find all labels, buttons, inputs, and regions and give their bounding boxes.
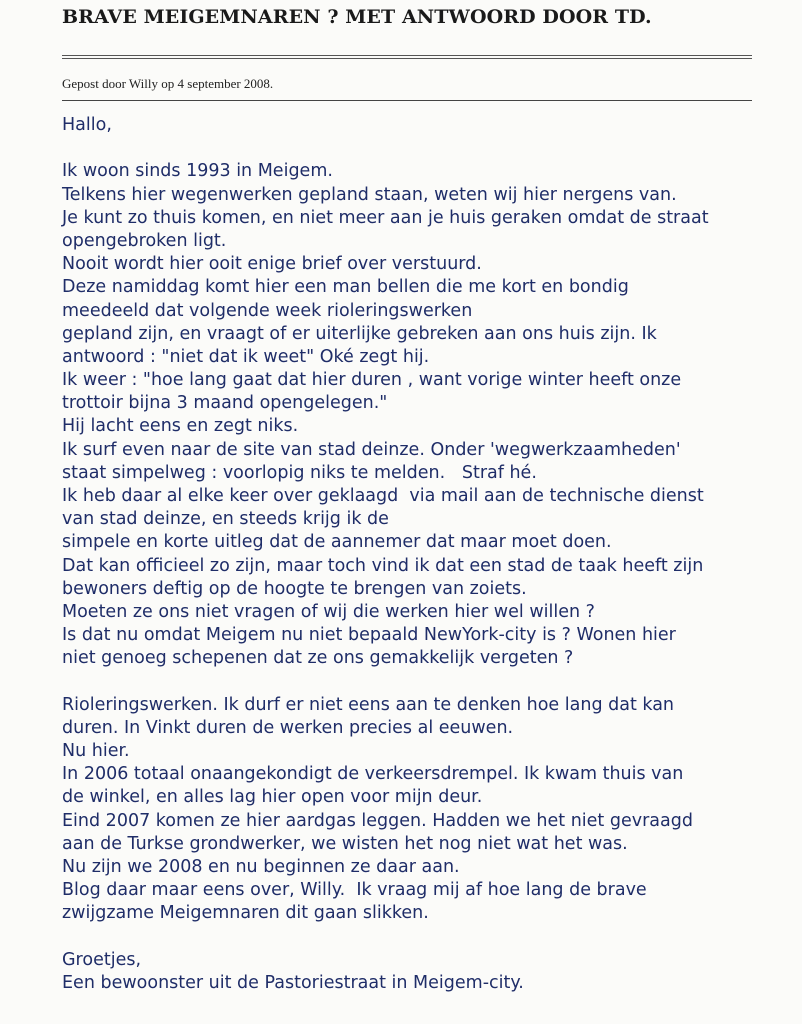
letter-line: Hallo, xyxy=(62,115,112,135)
letter-line: Nu hier. xyxy=(62,741,130,762)
letter-line: Blog daar maar eens over, Willy. Ik vraag mij af hoe lang de brave xyxy=(62,880,647,901)
letter-line: Rioleringswerken. Ik durf er niet eens aan te denken hoe lang dat kan xyxy=(62,694,675,715)
letter-line: staat simpelweg : voorlopig niks te melden. Straf hé. xyxy=(62,462,537,483)
letter-line: simpele en korte uitleg dat de aannemer dat maar moet doen. xyxy=(62,532,612,553)
letter-line: gepland zijn, en vraagt of er uiterlijke gebreken aan ons huis zijn. Ik xyxy=(62,323,657,344)
letter-line: antwoord : "niet dat ik weet" Oké zegt hij. xyxy=(62,346,430,367)
blank-line xyxy=(62,926,792,949)
letter-line: trottoir bijna 3 maand opengelegen." xyxy=(62,393,388,414)
letter-line: Ik woon sinds 1993 in Meigem. xyxy=(62,161,333,182)
letter-line: niet genoeg schepenen dat ze ons gemakkelijk vergeten ? xyxy=(62,648,574,669)
letter-line: Hij lacht eens en zegt niks. xyxy=(62,416,299,437)
letter-line: Moeten ze ons niet vragen of wij die werken hier wel willen ? xyxy=(62,601,595,622)
blank-line xyxy=(62,137,792,160)
letter-line: Eind 2007 komen ze hier aardgas leggen. Hadden we het niet gevraagd xyxy=(62,810,693,831)
letter-line: aan de Turkse grondwerker, we wisten het nog niet wat het was. xyxy=(62,833,628,854)
letter-line: Een bewoonster uit de Pastoriestraat in Meigem-city. xyxy=(62,972,524,993)
letter-line: Telkens hier wegenwerken gepland staan, weten wij hier nergens van. xyxy=(62,184,677,205)
letter-line: bewoners deftig op de hoogte te brengen van zoiets. xyxy=(62,578,527,599)
letter-line: In 2006 totaal onaangekondigt de verkeersdrempel. Ik kwam thuis van xyxy=(62,764,684,785)
letter-line: de winkel, en alles lag hier open voor mijn deur. xyxy=(62,787,483,808)
letter-line: Ik surf even naar de site van stad deinze. Onder 'wegwerkzaamheden' xyxy=(62,439,681,460)
letter-body xyxy=(62,114,792,995)
post-byline: Gepost door Willy op 4 september 2008. xyxy=(62,76,274,91)
letter-line: van stad deinze, en steeds krijg ik de xyxy=(62,509,389,530)
header-double-divider xyxy=(62,55,752,59)
letter-line: Ik heb daar al elke keer over geklaagd via mail aan de technische dienst xyxy=(62,486,704,506)
letter-line: Ik weer : "hoe lang gaat dat hier duren , want vorige winter heeft onze xyxy=(62,370,682,391)
letter-line: Groetjes, xyxy=(62,949,142,970)
letter-line: duren. In Vinkt duren de werken precies al eeuwen. xyxy=(62,717,514,738)
letter-line: Nu zijn we 2008 en nu beginnen ze daar aan. xyxy=(62,857,460,877)
letter-line: Nooit wordt hier ooit enige brief over verstuurd. xyxy=(62,254,482,275)
letter-line: Deze namiddag komt hier een man bellen die me kort en bondig xyxy=(62,277,629,298)
letter-line: meedeeld dat volgende week rioleringswerken xyxy=(62,300,473,321)
letter-line: Is dat nu omdat Meigem nu niet bepaald NewYork-city is ? Wonen hier xyxy=(62,625,676,646)
letter-line: Dat kan officieel zo zijn, maar toch vind ik dat een stad de taak heeft zijn xyxy=(62,555,704,576)
page-title: BRAVE MEIGEMNAREN ? MET ANTWOORD DOOR TD. xyxy=(62,6,652,28)
blank-line xyxy=(62,671,792,694)
letter-line: opengebroken ligt. xyxy=(62,230,227,251)
byline-divider xyxy=(62,100,752,101)
letter-line: zwijgzame Meigemnaren dit gaan slikken. xyxy=(62,903,429,924)
letter-line: Je kunt zo thuis komen, en niet meer aan je huis geraken omdat de straat xyxy=(62,207,709,228)
